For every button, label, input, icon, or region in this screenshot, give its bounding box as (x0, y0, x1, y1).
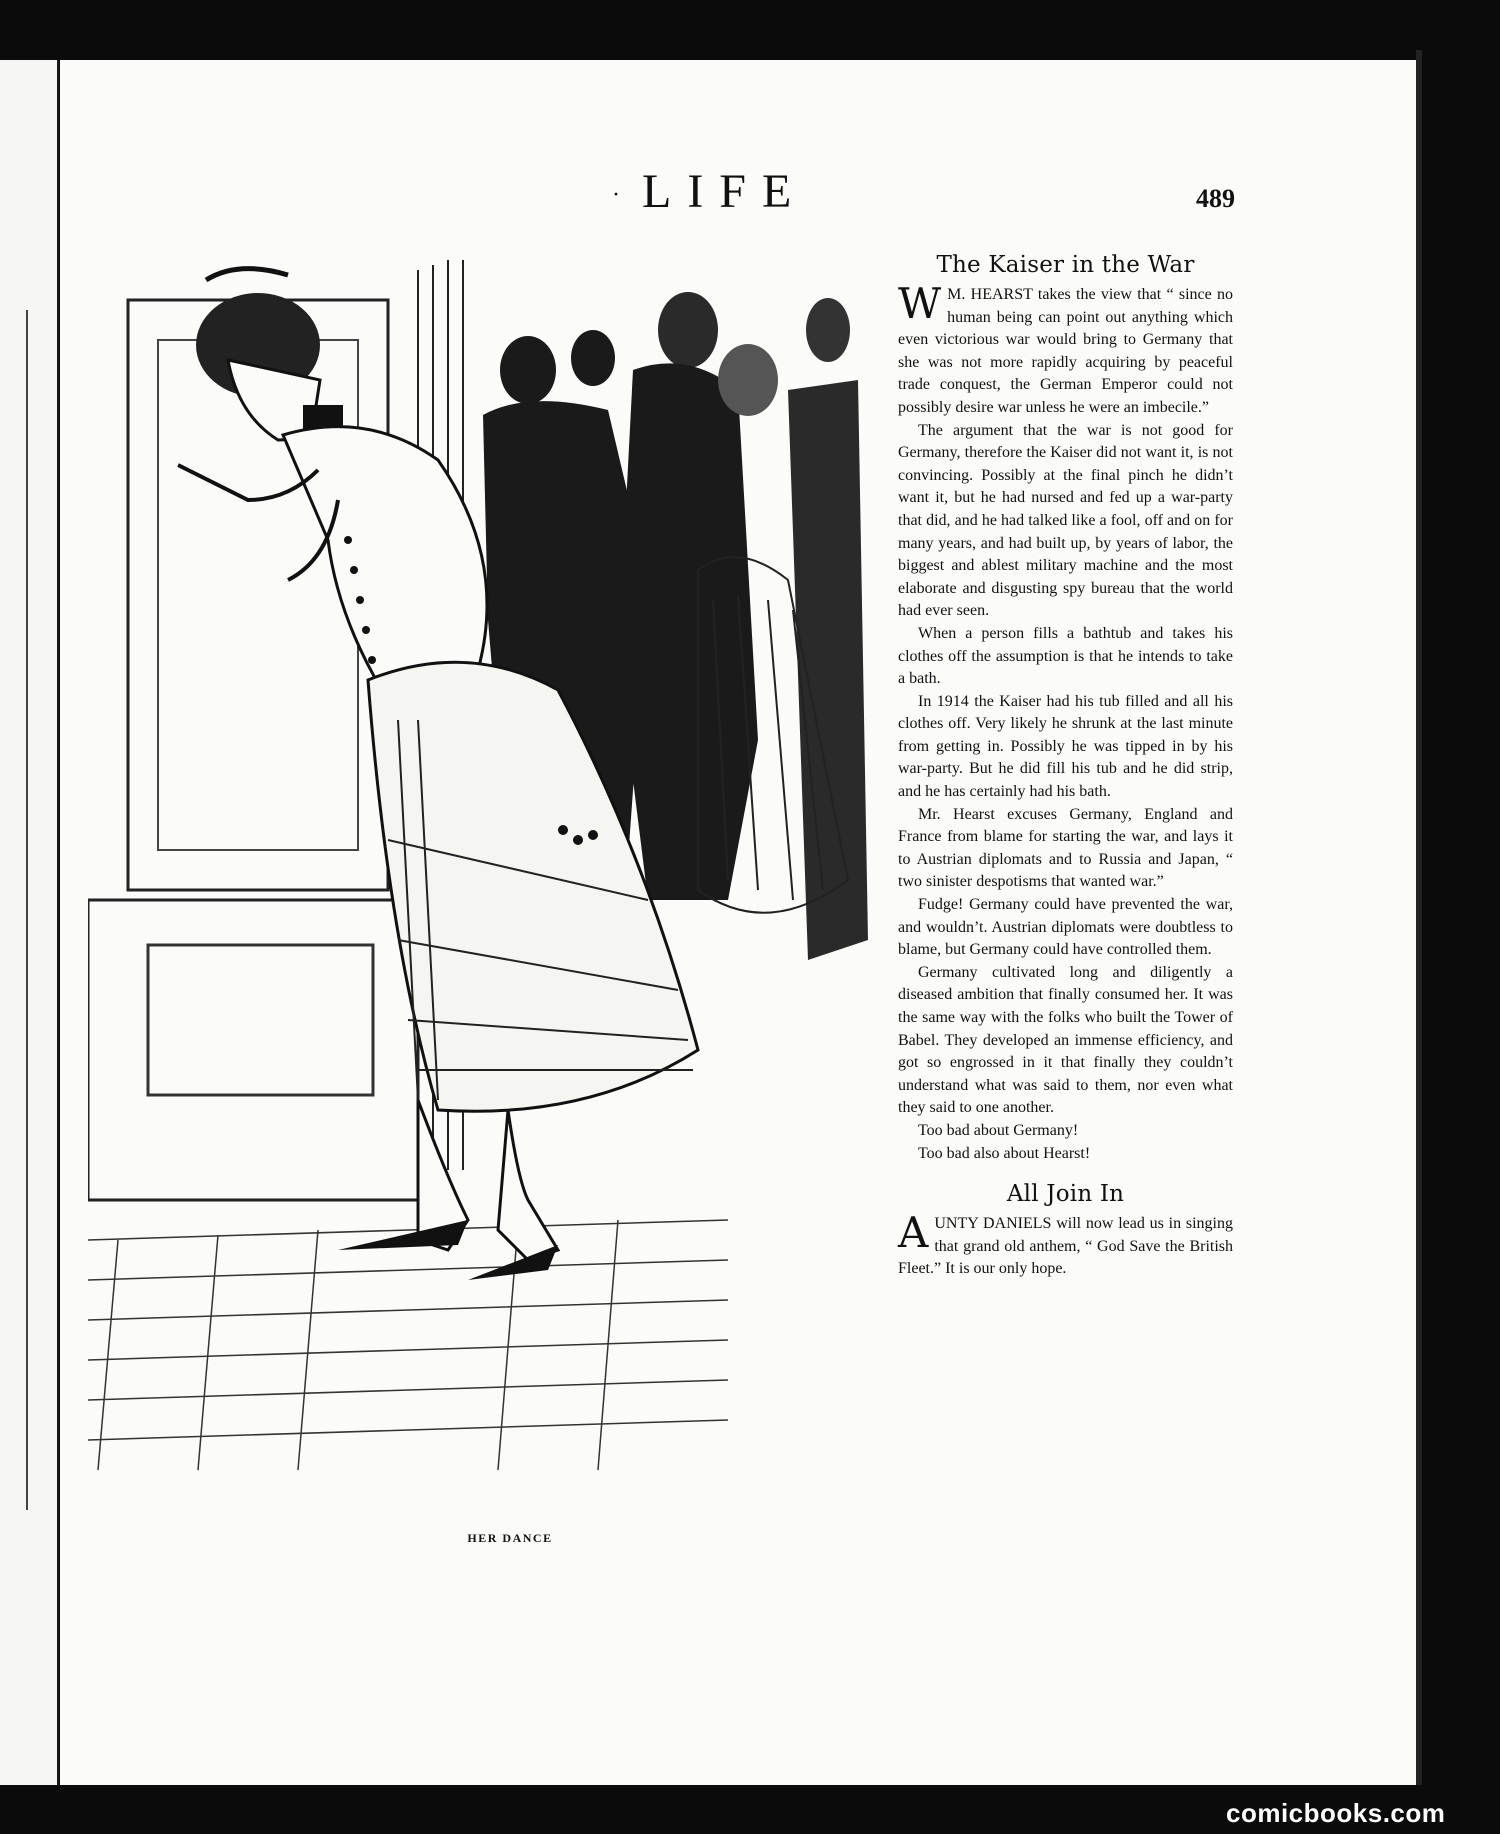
floor-hatching (88, 1220, 728, 1470)
facing-page-edge (0, 60, 59, 1785)
article-paragraph-1 (898, 279, 1233, 420)
article-paragraph-6: Fudge! Germany could have prevented the war, and wouldn’t. Austrian diplomats were doubtless to blame, but Germany could have controlled them. (898, 896, 1233, 959)
page-spine (1416, 50, 1422, 1785)
article-paragraph-3: When a person fills a bathtub and takes his clothes off the assumption is that he intends to take a bath. (898, 624, 1233, 688)
drop-cap-a: A (898, 1208, 929, 1258)
masthead-dot: · (612, 182, 636, 209)
article-title-all-join-in: All Join In (1006, 1181, 1125, 1208)
illustration-drawing (88, 240, 868, 1480)
article-paragraph-8: Too bad about Germany! (918, 1121, 1079, 1139)
masthead (612, 164, 807, 219)
article2-paragraph-text: UNTY DANIELS will now lead us in singing that grand old anthem, “ God Save the British Fleet.” It is our only hope. (898, 1215, 1233, 1278)
section-gap (898, 1165, 1233, 1181)
article-paragraph-4: In 1914 the Kaiser had his tub filled and all his clothes off. Very likely he shrunk at the last minute from getting in. Possibly he was tipped in by his war-party. But he did fill his tub and he did strip, and he has certainly had his bath. (898, 692, 1233, 801)
illustration-caption: HER DANCE (467, 1531, 553, 1545)
article-paragraph-2: The argument that the war is not good for Germany, therefore the Kaiser did not want it, is not convincing. Possibly at the final pinch he didn’t want it, but he had nursed and fed up a war-party that did, and he had talked like a fool, off and on for many years, and had built up, by years of labor, the biggest and ablest military machine and the most elaborate and disgusting spy bureau that the world had ever seen. (898, 421, 1233, 620)
article-paragraph-7: Germany cultivated long and diligently a diseased ambition that finally consumed her. It was the same way with the folks who built the Tower of Babel. They developed an immense efficiency, and got so engrossed in it that finally they couldn’t understand what was said to them, nor even what they said to one another. (898, 963, 1233, 1117)
page-number: 489 (1196, 184, 1235, 213)
drop-cap-w: W (898, 279, 942, 328)
article-paragraph-9: Too bad also about Hearst! (918, 1144, 1091, 1162)
article2-paragraph (898, 1208, 1233, 1281)
masthead-title: LIFE (642, 165, 808, 218)
article-paragraph-1-text: M. HEARST takes the view that “ since no human being can point out anything which even victorious war would bring to Germany that she was not more rapidly acquiring by peaceful trade conquest, the German Emperor could not possibly desire war unless he were an imbecile.” (898, 286, 1233, 416)
her-dance-illustration (88, 240, 868, 1480)
article-column (898, 252, 1233, 1281)
wainscot-panel (148, 945, 373, 1095)
facing-page-rule (26, 310, 28, 1510)
article-paragraph-5: Mr. Hearst excuses Germany, England and France from blame for starting the war, and lays it to Austrian diplomats and to Russia and Japan, “ two sinister despotisms that wanted war.” (898, 805, 1233, 891)
site-watermark: comicbooks.com (1226, 1798, 1446, 1828)
article-title-kaiser: The Kaiser in the War (936, 252, 1195, 278)
